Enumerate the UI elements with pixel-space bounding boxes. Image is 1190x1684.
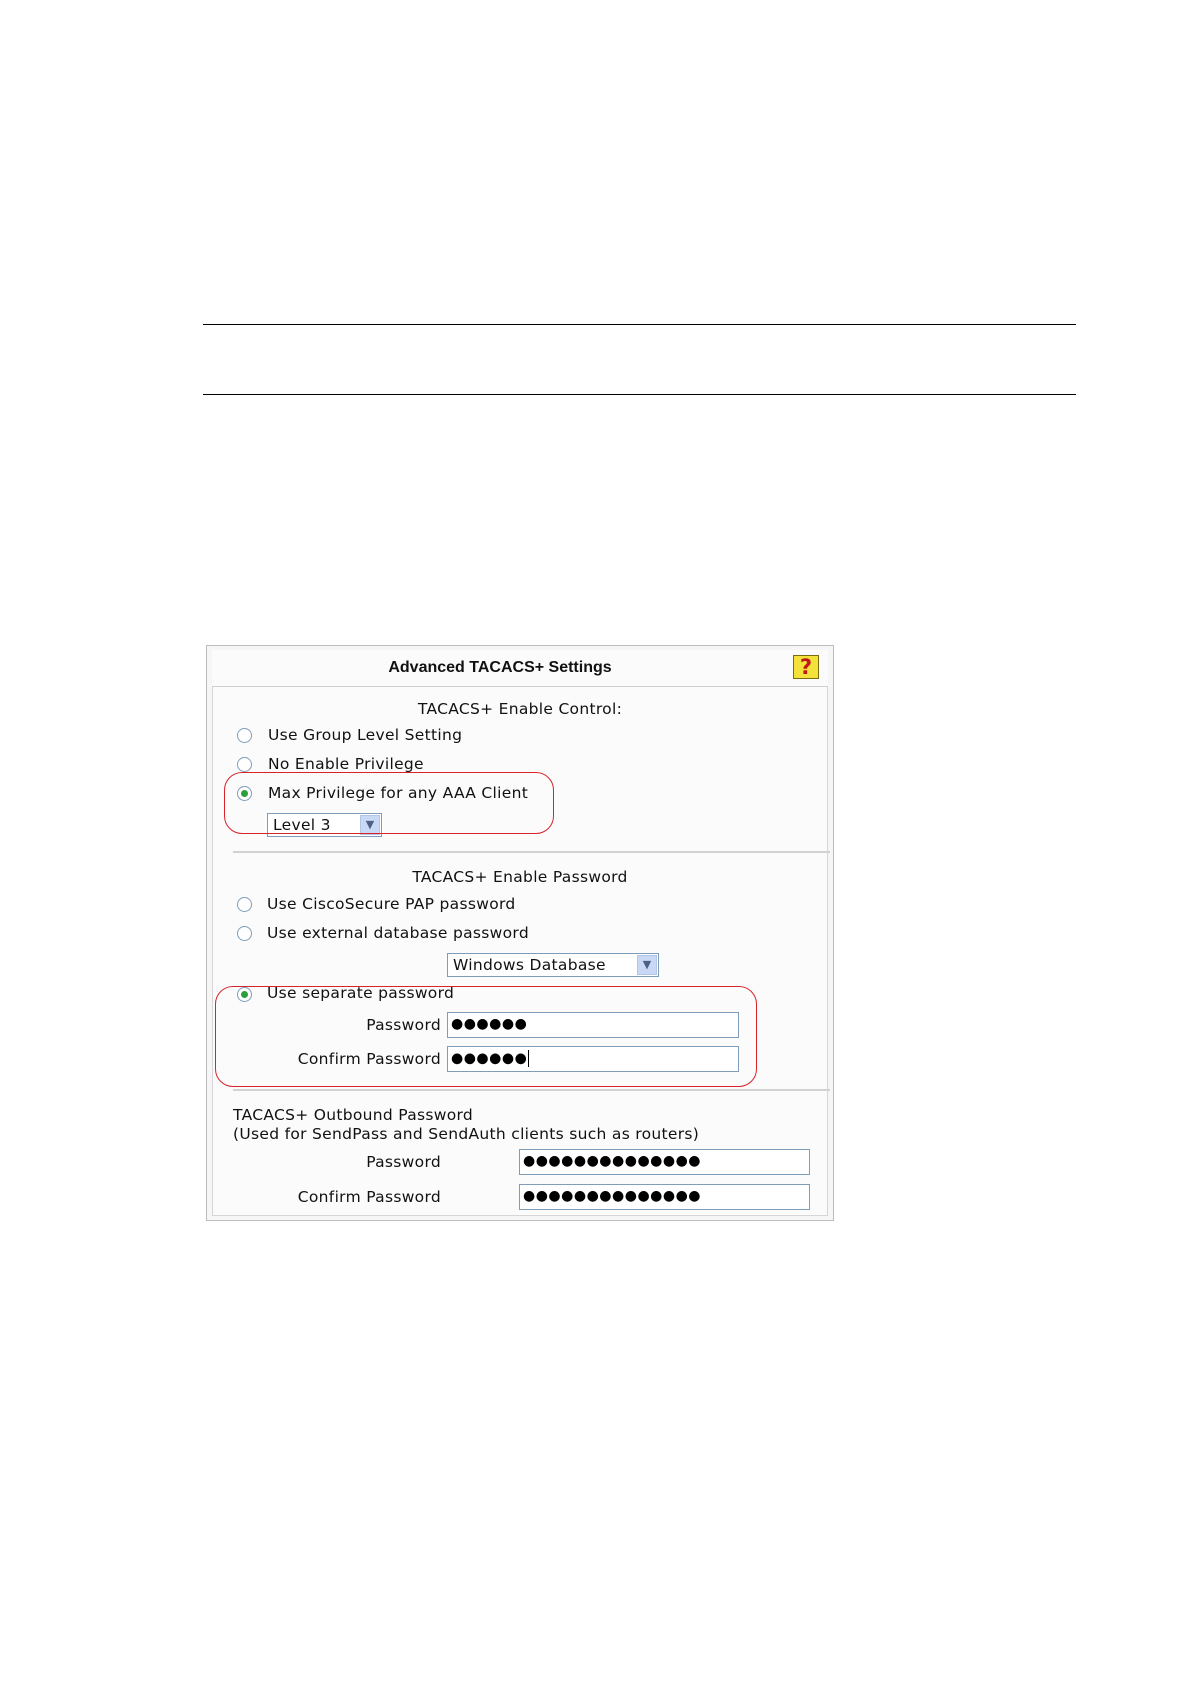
radio-external-database-label: Use external database password xyxy=(267,924,529,942)
radio-use-group-level[interactable] xyxy=(237,728,252,743)
outbound-confirm-value: ●●●●●●●●●●●●●● xyxy=(523,1188,702,1204)
radio-no-enable-privilege[interactable] xyxy=(237,757,252,772)
help-icon[interactable]: ? xyxy=(793,655,819,679)
radio-ciscosecure-pap-label: Use CiscoSecure PAP password xyxy=(267,895,516,913)
panel-header xyxy=(212,650,828,687)
highlight-max-privilege xyxy=(224,772,554,834)
outbound-password-label: Password xyxy=(366,1153,441,1171)
separator-2 xyxy=(233,1089,830,1091)
separate-confirm-value: ●●●●●● xyxy=(451,1050,528,1067)
outbound-confirm-input[interactable] xyxy=(519,1184,810,1210)
radio-ciscosecure-pap[interactable] xyxy=(237,897,252,912)
privilege-level-value: Level 3 xyxy=(273,816,331,834)
highlight-separate-password xyxy=(215,986,757,1087)
separate-password-label: Password xyxy=(366,1016,441,1034)
panel-title: Advanced TACACS+ Settings xyxy=(388,659,612,676)
outbound-password-value: ●●●●●●●●●●●●●● xyxy=(523,1153,702,1169)
top-rule-1 xyxy=(203,324,1076,325)
outbound-password-heading: TACACS+ Outbound Password xyxy=(233,1106,474,1124)
chevron-down-icon[interactable]: ▼ xyxy=(360,815,380,835)
outbound-password-note: (Used for SendPass and SendAuth clients such as routers) xyxy=(233,1125,700,1143)
radio-separate-password-label: Use separate password xyxy=(267,984,455,1002)
radio-max-privilege-label: Max Privilege for any AAA Client xyxy=(268,784,529,802)
separate-password-value: ●●●●●● xyxy=(451,1016,528,1032)
radio-external-database[interactable] xyxy=(237,926,252,941)
chevron-down-icon[interactable]: ▼ xyxy=(637,955,657,975)
separate-confirm-label: Confirm Password xyxy=(297,1050,441,1068)
outbound-password-input[interactable] xyxy=(519,1149,810,1175)
radio-no-enable-privilege-label: No Enable Privilege xyxy=(268,755,424,773)
radio-use-group-level-label: Use Group Level Setting xyxy=(268,726,463,744)
advanced-tacacs-settings-panel xyxy=(206,645,834,1221)
outbound-confirm-label: Confirm Password xyxy=(297,1188,441,1206)
top-rule-2 xyxy=(203,394,1076,395)
database-select-value: Windows Database xyxy=(453,956,606,974)
separator-1 xyxy=(233,851,830,853)
enable-password-heading: TACACS+ Enable Password xyxy=(412,868,628,886)
enable-control-heading: TACACS+ Enable Control: xyxy=(417,700,623,718)
database-select[interactable] xyxy=(447,953,659,977)
